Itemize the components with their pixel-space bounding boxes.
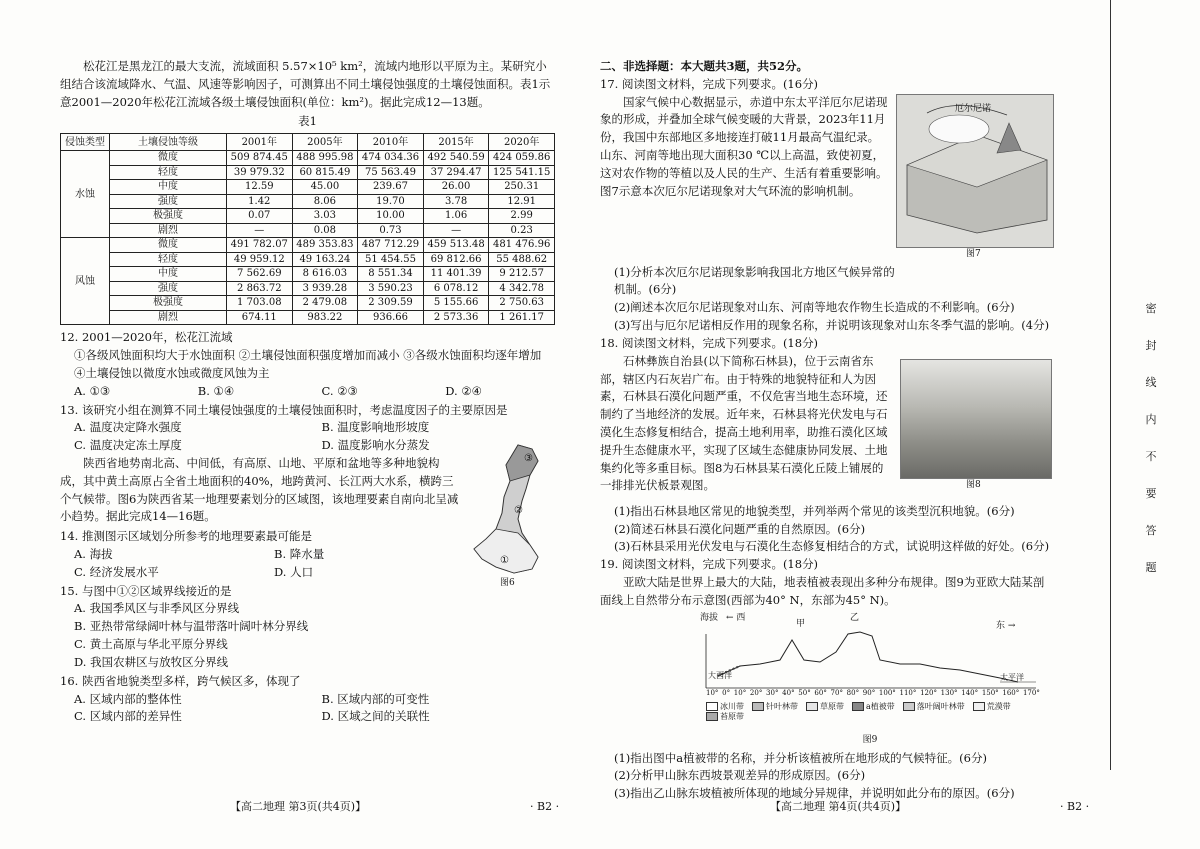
- table-cell: 3 590.23: [358, 281, 424, 296]
- option-d: D. 区域之间的关联性: [321, 709, 430, 724]
- x-tick-label: 160°: [1002, 688, 1020, 697]
- legend-item: [752, 702, 798, 712]
- table-row: [61, 252, 555, 267]
- figure-6-map: [460, 441, 555, 591]
- figure-7-caption: 图7: [966, 248, 981, 259]
- table-cell: 2 479.08: [292, 296, 358, 311]
- question-17: [600, 76, 1050, 335]
- table-cell: 125 541.15: [489, 165, 555, 180]
- legend-label: 冰川带: [720, 701, 744, 711]
- passage-shaanxi: 陕西省地势南北高、中间低，有高原、山地、平原和盆地等多种地貌构成，其中黄土高原占全省土地面积的40%，地跨黄河、长江两大水系，横跨三个气候带。图6为陕西省某一地理要素划分的区域图，该地理要素自南向北呈减小趋势。据此完成14—16题。: [60, 455, 459, 524]
- option-c: C. 区域内部的差异性: [74, 709, 182, 724]
- option-a: A. ①③: [74, 383, 111, 398]
- passage-el-nino: 国家气候中心数据显示，赤道中东太平洋厄尔尼诺现象的形成，并叠加全球气候变暖的大背景，2023年11月份，我国中东部地区多地接连打破11月最高气温纪录。山东、河南等地出现大面积30 ℃以上高温，致使初夏，这对农作物的等植以及人民的生产、生活有着重要影响。图7示意本次厄尔尼诺现象对大气环流的影响机制。: [600, 94, 888, 198]
- region-3-label: ③: [524, 452, 533, 464]
- table-cell: 6 078.12: [423, 281, 489, 296]
- legend: [706, 702, 1036, 723]
- question-19: [600, 556, 1050, 803]
- question-stem: 12. 2001—2020年，松花江流域: [60, 330, 233, 345]
- seal-line-char: 线: [1145, 376, 1157, 389]
- label-west: ← 西: [726, 612, 746, 623]
- table-cell: 69 812.66: [423, 252, 489, 267]
- table-cell: 12.91: [489, 194, 555, 209]
- legend-swatch-icon: [903, 702, 915, 711]
- x-axis-ticks: [706, 690, 1040, 697]
- table-header-cell: 土壤侵蚀等级: [110, 134, 227, 151]
- x-tick-label: 140°: [961, 688, 979, 697]
- legend-label: a植被带: [866, 701, 895, 711]
- legend-item: [806, 702, 844, 712]
- figure-8-photo: [900, 359, 1052, 479]
- x-tick-label: 110°: [899, 688, 917, 697]
- table-cell: 250.31: [489, 180, 555, 195]
- option-d: D. 温度影响水分蒸发: [321, 438, 430, 453]
- table-cell: 11 401.39: [423, 267, 489, 282]
- table-header-row: [61, 134, 555, 151]
- x-tick-label: 150°: [981, 688, 999, 697]
- x-tick-label: 10°: [706, 688, 719, 697]
- region-2-label: ②: [514, 504, 523, 516]
- table-cell: 3 939.28: [292, 281, 358, 296]
- question-12: [60, 329, 555, 400]
- seal-line-char: 内: [1145, 413, 1157, 426]
- option-b: B. ①④: [197, 383, 235, 398]
- q19-sub-1: (1)指出图中a植被带的名称，并分析该植被所在地形成的气候特征。(6分): [614, 750, 987, 765]
- table-cell: 674.11: [227, 310, 293, 325]
- table-cell: 492 540.59: [423, 151, 489, 166]
- figure-9-caption: 图9: [862, 734, 878, 745]
- footer-right-page-number: 【高二地理 第4页(共4页)】: [770, 800, 907, 813]
- passage-eurasia: 亚欧大陆是世界上最大的大陆，地表植被表现出多种分布规律。图9为亚欧大陆某剖面线上自然带分布示意图(西部为40° N，东部为45° N)。: [600, 574, 1045, 607]
- legend-swatch-icon: [752, 702, 764, 711]
- table-row: [61, 151, 555, 166]
- table-cell: 26.00: [423, 180, 489, 195]
- table-cell: 2 573.36: [423, 310, 489, 325]
- figure-6-caption: 图6: [500, 577, 515, 588]
- label-altitude: 海拔: [700, 612, 719, 623]
- left-page: [60, 58, 555, 726]
- x-tick-label: 50°: [798, 688, 811, 697]
- table-cell: 8.06: [292, 194, 358, 209]
- legend-swatch-icon: [806, 702, 818, 711]
- table-row: [61, 165, 555, 180]
- table-header-cell: 2005年: [292, 134, 358, 151]
- profile-curve-icon: [700, 626, 1040, 696]
- legend-swatch-icon: [706, 702, 718, 711]
- table-cell: 60 815.49: [292, 165, 358, 180]
- erosion-grade-cell: 强度: [110, 281, 227, 296]
- table-cell: 75 563.49: [358, 165, 424, 180]
- right-page: [600, 58, 1050, 803]
- seal-line-notice: [1144, 290, 1158, 586]
- table-header-cell: 2020年: [489, 134, 555, 151]
- table-cell: 10.00: [358, 209, 424, 224]
- table-row: [61, 238, 555, 253]
- option-a: A. 温度决定降水强度: [74, 420, 182, 435]
- legend-item: [973, 702, 1011, 712]
- table-cell: 2 309.59: [358, 296, 424, 311]
- erosion-table: [60, 133, 555, 325]
- table-cell: 4 342.78: [489, 281, 555, 296]
- erosion-grade-cell: 剧烈: [110, 310, 227, 325]
- table-cell: 37 294.47: [423, 165, 489, 180]
- seal-line-char: 密: [1145, 302, 1157, 315]
- q19-sub-2: (2)分析甲山脉东西坡景观差异的形成原因。(6分): [614, 768, 866, 783]
- option-d: D. ②④: [445, 383, 482, 398]
- seal-line-char: 题: [1145, 561, 1157, 574]
- shaanxi-map-icon: [460, 441, 555, 591]
- q18-sub-2: (2)简述石林县石漠化问题严重的自然原因。(6分): [614, 521, 866, 536]
- x-tick-label: 120°: [920, 688, 937, 697]
- table-cell: 1 261.17: [489, 310, 555, 325]
- option-a: A. 海拔: [74, 547, 113, 561]
- erosion-type-cell: 水蚀: [61, 151, 110, 238]
- seal-line-char: 答: [1145, 524, 1157, 537]
- table-cell: —: [423, 223, 489, 238]
- erosion-grade-cell: 中度: [110, 267, 227, 282]
- option-d: D. 我国农耕区与放牧区分界线: [74, 654, 229, 669]
- question-14: [60, 528, 460, 581]
- option-a: A. 我国季风区与非季风区分界线: [74, 601, 240, 616]
- erosion-type-cell: 风蚀: [61, 238, 110, 325]
- table-cell: 19.70: [358, 194, 424, 209]
- table-row: [61, 223, 555, 238]
- x-tick-label: 40°: [782, 688, 795, 697]
- region-1-label: ①: [500, 554, 509, 566]
- table-caption: 表1: [298, 114, 317, 129]
- label-yi: 乙: [850, 612, 860, 623]
- table-cell: 936.66: [358, 310, 424, 325]
- table-cell: 5 155.66: [423, 296, 489, 311]
- table-cell: 509 874.45: [227, 151, 293, 166]
- q17-sub-2: (2)阐述本次厄尔尼诺现象对山东、河南等地农作物生长造成的不利影响。(6分): [614, 300, 1015, 315]
- erosion-grade-cell: 微度: [110, 238, 227, 253]
- question-16: [60, 673, 555, 726]
- passage-songhua: 松花江是黑龙江的最大支流，流域面积 5.57×10⁵ km²，流域内地形以平原为主。某研究小组结合该流域降水、气温、风速等影响因子，可测算出不同土壤侵蚀强度的土壤侵蚀面积。表1示意2001—2020年松花江流域各级土壤侵蚀面积(单位：km²)。据此完成12—13题。: [60, 59, 551, 109]
- table-cell: 983.22: [292, 310, 358, 325]
- legend-label: 苔原带: [720, 711, 744, 721]
- figure-9-profile: [700, 612, 1040, 732]
- table-row: [61, 296, 555, 311]
- legend-label: 落叶阔叶林带: [916, 701, 965, 711]
- erosion-grade-cell: 剧烈: [110, 223, 227, 238]
- option-c: C. 黄土高原与华北平原分界线: [74, 637, 228, 652]
- table-row: [61, 267, 555, 282]
- table-cell: 39 979.32: [227, 165, 293, 180]
- x-tick-label: 130°: [940, 688, 958, 697]
- legend-swatch-icon: [852, 702, 864, 711]
- table-cell: 9 212.57: [489, 267, 555, 282]
- table-cell: 2 863.72: [227, 281, 293, 296]
- question-stem: 15. 与图中①②区域界线接近的是: [60, 583, 232, 598]
- question-stem: 14. 推测图示区域划分所参考的地理要素最可能是: [60, 529, 312, 544]
- x-tick-label: 90°: [862, 688, 876, 697]
- legend-item: [903, 702, 965, 712]
- label-atlantic: 大西洋: [708, 670, 732, 680]
- table-cell: 12.59: [227, 180, 293, 195]
- option-a: A. 区域内部的整体性: [74, 691, 182, 706]
- erosion-grade-cell: 极强度: [110, 209, 227, 224]
- table-cell: 3.78: [423, 194, 489, 209]
- table-cell: 459 513.48: [423, 238, 489, 253]
- option-c: C. ②③: [321, 383, 358, 398]
- option-b: B. 温度影响地形坡度: [321, 420, 430, 435]
- option-c: C. 温度决定冻土厚度: [74, 438, 182, 453]
- seal-line-char: 要: [1145, 487, 1157, 500]
- legend-item: [706, 702, 744, 712]
- table-header-cell: 2001年: [227, 134, 293, 151]
- table-cell: 0.73: [358, 223, 424, 238]
- option-b: B. 区域内部的可变性: [321, 691, 430, 706]
- x-tick-label: 170°: [1022, 688, 1040, 697]
- question-stem: 13. 该研究小组在测算不同土壤侵蚀强度的土壤侵蚀面积时，考虑温度因子的主要原因是: [60, 402, 508, 417]
- legend-label: 荒漠带: [986, 701, 1011, 711]
- label-pacific: 太平洋: [1000, 672, 1024, 682]
- table-cell: 481 476.96: [489, 238, 555, 253]
- erosion-grade-cell: 轻度: [110, 165, 227, 180]
- table-header-cell: 侵蚀类型: [61, 134, 110, 151]
- table-cell: 239.67: [358, 180, 424, 195]
- table-cell: 8 616.03: [292, 267, 358, 282]
- table-cell: 489 353.83: [292, 238, 358, 253]
- table-row: [61, 194, 555, 209]
- table-cell: 3.03: [292, 209, 358, 224]
- table-cell: 491 782.07: [227, 238, 293, 253]
- footer-left-code: · B2 ·: [530, 800, 560, 813]
- seal-line-char: 不: [1145, 450, 1157, 463]
- table-cell: 55 488.62: [489, 252, 555, 267]
- table-cell: 424 059.86: [489, 151, 555, 166]
- q17-sub-1: (1)分析本次厄尔尼诺现象影响我国北方地区气候异常的机制。(6分): [614, 264, 895, 297]
- seal-line: [1110, 0, 1111, 770]
- question-stem: 18. 阅读图文材料，完成下列要求。(18分): [600, 335, 819, 350]
- option-d: D. 人口: [274, 564, 314, 579]
- table-row: [61, 310, 555, 325]
- q18-sub-3: (3)石林县采用光伏发电与石漠化生态修复相结合的方式，试说明这样做的好处。(6分): [614, 539, 1050, 554]
- seal-line-char: 封: [1145, 339, 1157, 352]
- legend-item: [852, 702, 895, 712]
- x-tick-label: 60°: [814, 688, 827, 697]
- table-cell: 45.00: [292, 180, 358, 195]
- footer-left-page-number: 【高二地理 第3页(共4页)】: [230, 800, 367, 813]
- section-title: 二、非选择题：本大题共3题，共52分。: [600, 59, 809, 73]
- table-cell: 7 562.69: [227, 267, 293, 282]
- question-18: [600, 335, 1050, 556]
- label-jia: 甲: [796, 618, 806, 629]
- figure-7-diagram: [896, 94, 1054, 248]
- table-cell: 488 995.98: [292, 151, 358, 166]
- legend-label: 草原带: [820, 701, 844, 711]
- figure-8-caption: 图8: [966, 479, 981, 490]
- passage-shilin: 石林彝族自治县(以下简称石林县)，位于云南省东部，辖区内石灰岩广布。由于特殊的地貌特征和人为因素，石林县石漠化问题严重，不仅危害当地生态环境，还制约了当地经济的发展。近年来，石林县将光伏发电与石漠化生态修复相结合，提高土地利用率，助推石漠化区域提升生态健康水平，实现了区域生态健康协同发展、土地集约化等多重目标。图8为石林县某石漠化丘陵上铺展的一排排光伏板景观图。: [600, 353, 888, 493]
- label-east: 东 →: [996, 620, 1016, 631]
- table-row: [61, 281, 555, 296]
- x-tick-label: 20°: [749, 688, 763, 697]
- x-tick-label: 0°: [722, 688, 731, 697]
- question-stem: 16. 陕西省地貌类型多样，跨气候区多，体现了: [60, 673, 301, 688]
- option-c: C. 经济发展水平: [74, 564, 159, 579]
- table-cell: 8 551.34: [358, 267, 424, 282]
- x-tick-label: 100°: [878, 688, 896, 697]
- question-stem: 19. 阅读图文材料，完成下列要求。(18分): [600, 557, 819, 572]
- legend-swatch-icon: [973, 702, 985, 711]
- erosion-grade-cell: 微度: [110, 151, 227, 166]
- table-cell: 0.07: [227, 209, 293, 224]
- table-cell: 474 034.36: [358, 151, 424, 166]
- question-15: [60, 583, 555, 672]
- table-cell: 2 750.63: [489, 296, 555, 311]
- option-b: B. 降水量: [274, 547, 325, 561]
- el-nino-label: 厄尔尼诺: [955, 103, 992, 114]
- table-cell: 0.23: [489, 223, 555, 238]
- table-cell: 49 163.24: [292, 252, 358, 267]
- table-cell: 1 703.08: [227, 296, 293, 311]
- erosion-grade-cell: 中度: [110, 180, 227, 195]
- table-cell: 487 712.29: [358, 238, 424, 253]
- q18-sub-1: (1)指出石林县地区常见的地貌类型，并列举两个常见的该类型沉积地貌。(6分): [614, 503, 1015, 518]
- table-cell: —: [227, 223, 293, 238]
- q17-sub-3: (3)写出与厄尔尼诺相反作用的现象名称，并说明该现象对山东冬季气温的影响。(4分): [614, 318, 1050, 333]
- table-cell: 49 959.12: [227, 252, 293, 267]
- table-cell: 51 454.55: [358, 252, 424, 267]
- table-header-cell: 2010年: [358, 134, 424, 151]
- erosion-grade-cell: 极强度: [110, 296, 227, 311]
- x-tick-label: 30°: [766, 688, 779, 697]
- legend-label: 针叶林带: [766, 701, 798, 711]
- table-cell: 1.06: [423, 209, 489, 224]
- x-tick-label: 70°: [830, 688, 843, 697]
- q19-sub-3: (3)指出乙山脉东坡植被所体现的地域分异规律，并说明如此分布的原因。(6分): [614, 786, 1015, 801]
- table-row: [61, 180, 555, 195]
- legend-swatch-icon: [706, 712, 718, 721]
- legend-item: [706, 712, 744, 722]
- x-tick-label: 10°: [733, 688, 747, 697]
- table-row: [61, 209, 555, 224]
- footer-right-code: · B2 ·: [1060, 800, 1090, 813]
- x-tick-label: 80°: [846, 688, 860, 697]
- table-cell: 0.08: [292, 223, 358, 238]
- erosion-grade-cell: 轻度: [110, 252, 227, 267]
- question-stem: 17. 阅读图文材料，完成下列要求。(16分): [600, 76, 819, 91]
- question-statements: ①各级风蚀面积均大于水蚀面积 ②土壤侵蚀面积强度增加而减小 ③各级水蚀面积均逐年增加 ④土壤侵蚀以微度水蚀或微度风蚀为主: [74, 348, 542, 380]
- table-cell: 1.42: [227, 194, 293, 209]
- erosion-grade-cell: 强度: [110, 194, 227, 209]
- option-b: B. 亚热带常绿阔叶林与温带落叶阔叶林分界线: [74, 619, 309, 634]
- table-header-cell: 2015年: [423, 134, 489, 151]
- table-cell: 2.99: [489, 209, 555, 224]
